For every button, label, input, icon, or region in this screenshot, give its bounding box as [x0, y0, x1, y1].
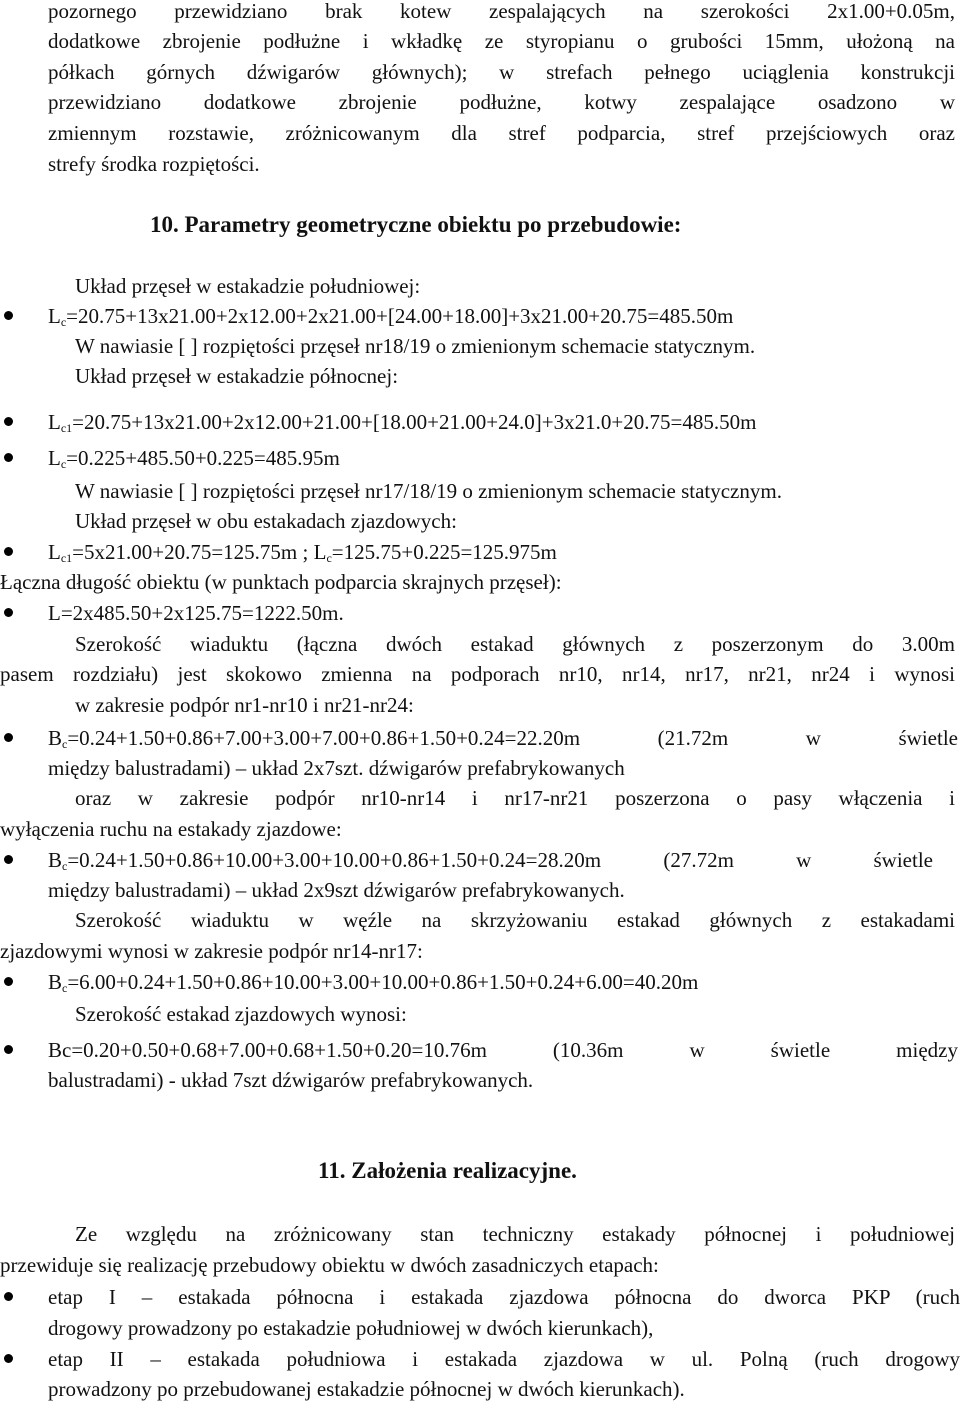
- node-intro-line: Szerokość wiaduktu w węźle na skrzyżowaniu estakad głównych z estakadami: [75, 908, 955, 932]
- north-heading: Układ przęseł w estakadzie północnej:: [75, 364, 399, 388]
- ramps-heading: Układ przęseł w obu estakadach zjazdowych:: [75, 509, 457, 533]
- south-note: W nawiasie [ ] rozpiętości przęseł nr18/19 o zmienionym schemacie statycznym.: [75, 334, 756, 358]
- width-formula-2: $B_c=0.24+1.50+0.86+10.00+3.00+10.00+0.86+1.50+0.24=28.20m$ (27.72m w świetle: [48, 848, 933, 873]
- ramps-formula: $L_{c1}=5x21.00+20.75=125.75m$ ; $L_c=125.75+0.225=125.975m$: [48, 540, 557, 565]
- width-mid-line: wyłączenia ruchu na estakady zjazdowe:: [0, 817, 342, 841]
- stage-1-line: etap I – estakada północna i estakada zjazdowa północna do dworca PKP (ruch: [48, 1285, 960, 1309]
- bullet-icon: [4, 1292, 13, 1301]
- width-mid-line: oraz w zakresie podpór nr10-nr14 i nr17-nr21 poszerzona o pasy włączenia i: [75, 786, 955, 810]
- width-intro-line: pasem rozdziału) jest skokowo zmienna na podporach nr10, nr14, nr17, nr21, nr24 i wynosi: [0, 662, 955, 686]
- width-formula-1-cont: między balustradami) – układ 2x7szt. dźwigarów prefabrykowanych: [48, 756, 625, 780]
- bullet-icon: [4, 855, 13, 864]
- width-formula-1: $B_c=0.24+1.50+0.86+7.00+3.00+7.00+0.86+1.50+0.24=22.20m$ (21.72m w świetle: [48, 726, 958, 751]
- south-heading: Układ przęseł w estakadzie południowej:: [75, 274, 421, 298]
- section-11-title: 11. Założenia realizacyjne.: [318, 1158, 577, 1183]
- node-intro-line: zjazdowymi wynosi w zakresie podpór nr14-nr17:: [0, 939, 423, 963]
- width-formula-3: $B_c=6.00+0.24+1.50+0.86+10.00+3.00+10.00+0.86+1.50+0.24+6.00=40.20m$: [48, 970, 699, 995]
- total-length-heading: Łączna długość obiektu (w punktach podparcia skrajnych przęseł):: [0, 570, 562, 594]
- bullet-icon: [4, 311, 13, 320]
- width-formula-2-cont: między balustradami) – układ 2x9szt dźwigarów prefabrykowanych.: [48, 878, 625, 902]
- bullet-icon: [4, 733, 13, 742]
- stage-2-line-cont: prowadzony po przebudowanej estakadzie północnej w dwóch kierunkach).: [48, 1377, 685, 1401]
- north-note: W nawiasie [ ] rozpiętości przęseł nr17/18/19 o zmienionym schemacie statycznym.: [75, 479, 782, 503]
- width-formula-4-cont: balustradami) - układ 7szt dźwigarów prefabrykowanych.: [48, 1068, 534, 1092]
- bullet-icon: [4, 1045, 13, 1054]
- width-intro-line: Szerokość wiaduktu (łączna dwóch estakad głównych z poszerzonym do 3.00m: [75, 632, 955, 656]
- north-formula-total: $L_c=0.225+485.50+0.225=485.95m$: [48, 446, 340, 471]
- bullet-icon: [4, 453, 13, 462]
- paragraph-line: strefy środka rozpiętości.: [48, 152, 260, 176]
- section-11-intro-line: przewiduje się realizację przebudowy obiektu w dwóch zasadniczych etapach:: [0, 1253, 659, 1277]
- north-formula: $L_{c1}=20.75+13x21.00+2x12.00+21.00+[18.00+21.00+24.0]+3x21.0+20.75=485.50m$: [48, 410, 757, 435]
- bullet-icon: [4, 977, 13, 986]
- stage-1-line-cont: drogowy prowadzony po estakadzie południowej w dwóch kierunkach),: [48, 1316, 654, 1340]
- width-formula-4: Bc=0.20+0.50+0.68+7.00+0.68+1.50+0.20=10.76m (10.36m w świetle między: [48, 1038, 958, 1062]
- paragraph-line: dodatkowe zbrojenie podłużne i wkładkę ze styropianu o grubości 15mm, ułożoną na: [48, 29, 955, 53]
- paragraph-line: półkach górnych dźwigarów głównych); w strefach pełnego uciąglenia konstrukcji: [48, 60, 955, 84]
- total-length-formula: L=2x485.50+2x125.75=1222.50m.: [48, 601, 344, 625]
- bullet-icon: [4, 547, 13, 556]
- stage-2-line: etap II – estakada południowa i estakada zjazdowa w ul. Polną (ruch drogowy: [48, 1347, 960, 1371]
- paragraph-line: pozornego przewidziano brak kotew zespalających na szerokości 2x1.00+0.05m,: [48, 0, 955, 23]
- bullet-icon: [4, 608, 13, 617]
- ramp-width-heading: Szerokość estakad zjazdowych wynosi:: [75, 1002, 407, 1026]
- paragraph-line: przewidziano dodatkowe zbrojenie podłużne, kotwy zespalające osadzono w: [48, 90, 955, 114]
- width-intro-line: w zakresie podpór nr1-nr10 i nr21-nr24:: [75, 693, 414, 717]
- paragraph-line: zmiennym rozstawie, zróżnicowanym dla stref podparcia, stref przejściowych oraz: [48, 121, 955, 145]
- south-formula: $L_c=20.75+13x21.00+2x12.00+2x21.00+[24.00+18.00]+3x21.00+20.75=485.50m$: [48, 304, 734, 329]
- section-10-title: 10. Parametry geometryczne obiektu po przebudowie:: [150, 212, 682, 237]
- bullet-icon: [4, 417, 13, 426]
- section-11-intro-line: Ze względu na zróżnicowany stan techniczny estakady północnej i południowej: [75, 1222, 955, 1246]
- bullet-icon: [4, 1354, 13, 1363]
